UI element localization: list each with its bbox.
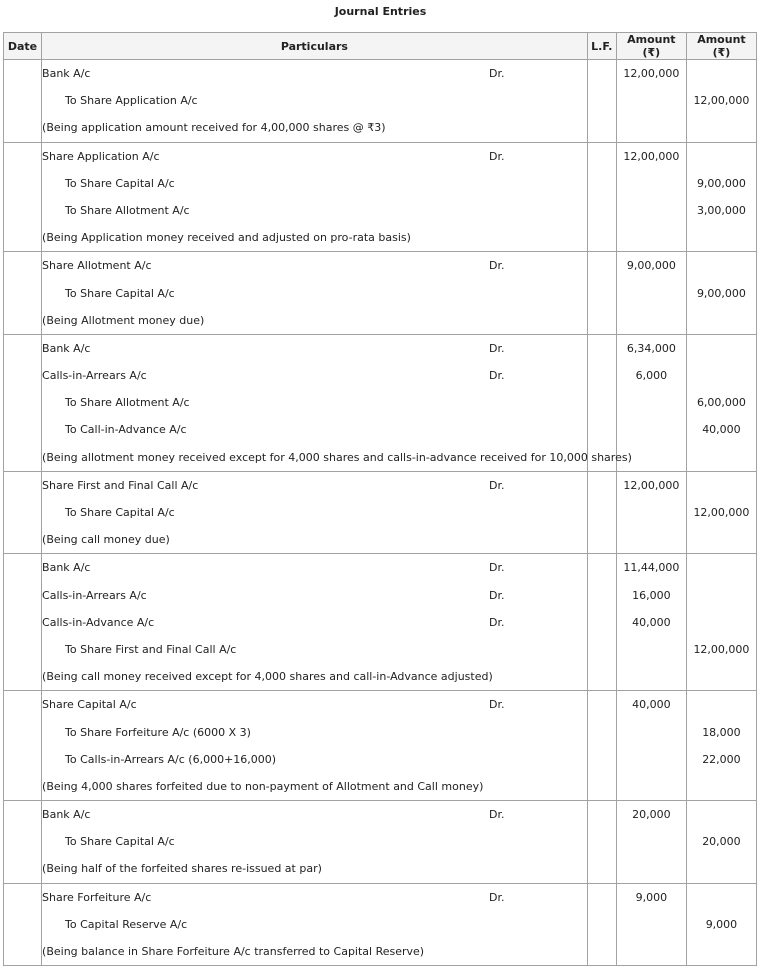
debit-amount bbox=[617, 197, 686, 224]
debit-amount bbox=[617, 746, 686, 773]
account-name: Share Allotment A/c bbox=[42, 259, 152, 273]
credit-account-line bbox=[42, 280, 587, 307]
credit-account-line bbox=[42, 828, 587, 855]
credit-amount: 9,000 bbox=[705, 917, 738, 931]
credit-amount bbox=[687, 691, 756, 718]
account-name: To Share Capital A/c bbox=[65, 176, 175, 190]
credit-amount bbox=[687, 362, 756, 389]
credit-amount: 9,00,000 bbox=[696, 286, 746, 300]
header-lf: L.F. bbox=[587, 33, 616, 60]
date-cell bbox=[4, 60, 42, 143]
particulars-cell bbox=[42, 554, 588, 691]
dr-marker: Dr. bbox=[489, 588, 505, 602]
header-date: Date bbox=[4, 33, 42, 60]
debit-amount: 20,000 bbox=[632, 808, 671, 822]
account-name: Calls-in-Arrears A/c bbox=[42, 369, 147, 383]
narration: (Being allotment money received except for 4,000 shares and calls-in-advance received for 10,000 shares) bbox=[42, 450, 632, 464]
credit-amount: 12,00,000 bbox=[693, 506, 750, 519]
header-row bbox=[4, 33, 757, 60]
debit-amount: 6,000 bbox=[635, 369, 668, 383]
narration: (Being half of the forfeited shares re-issued at par) bbox=[42, 862, 322, 876]
debit-cell bbox=[616, 142, 686, 252]
debit-account-line bbox=[42, 252, 587, 279]
credit-amount bbox=[687, 252, 756, 279]
debit-account-line bbox=[42, 60, 587, 87]
journal-entry-row bbox=[4, 691, 757, 801]
lf-cell bbox=[587, 471, 616, 554]
credit-amount: 12,00,000 bbox=[693, 94, 750, 108]
credit-cell bbox=[686, 334, 756, 471]
debit-amount: 11,44,000 bbox=[623, 561, 680, 575]
credit-amount: 20,000 bbox=[702, 835, 741, 849]
particulars-cell bbox=[42, 471, 588, 554]
debit-amount: 9,000 bbox=[635, 890, 668, 904]
narration: (Being balance in Share Forfeiture A/c transferred to Capital Reserve) bbox=[42, 945, 425, 958]
debit-cell bbox=[616, 883, 686, 966]
debit-account-line bbox=[42, 143, 587, 170]
narration: (Being application amount received for 4,00,000 shares @ ₹3) bbox=[42, 121, 386, 135]
debit-amount: 16,000 bbox=[632, 588, 671, 602]
debit-account-line bbox=[42, 582, 587, 609]
journal-entry-row bbox=[4, 252, 757, 335]
debit-amount: 12,00,000 bbox=[623, 149, 680, 163]
debit-amount: 9,00,000 bbox=[626, 259, 676, 273]
account-name: Bank A/c bbox=[42, 341, 91, 355]
credit-amount bbox=[687, 472, 756, 499]
particulars-cell bbox=[42, 334, 632, 471]
debit-cell bbox=[616, 471, 686, 554]
account-name: Bank A/c bbox=[42, 808, 91, 822]
debit-amount bbox=[617, 636, 686, 663]
account-name: Share Capital A/c bbox=[42, 698, 137, 712]
account-name: Bank A/c bbox=[42, 561, 91, 575]
account-name: To Capital Reserve A/c bbox=[65, 917, 188, 931]
dr-marker: Dr. bbox=[489, 67, 505, 80]
debit-amount bbox=[617, 87, 686, 114]
credit-cell bbox=[686, 554, 756, 691]
header-debit-amount: Amount (₹) bbox=[616, 33, 686, 60]
credit-amount: 18,000 bbox=[702, 725, 741, 739]
particulars-cell bbox=[42, 883, 588, 966]
journal-entry-row bbox=[4, 142, 757, 252]
account-name: To Share First and Final Call A/c bbox=[65, 642, 237, 656]
account-name: To Share Allotment A/c bbox=[65, 396, 190, 410]
account-name: Calls-in-Arrears A/c bbox=[42, 588, 147, 602]
credit-amount: 9,00,000 bbox=[696, 176, 746, 190]
debit-amount bbox=[617, 170, 686, 197]
journal-entry-row bbox=[4, 554, 757, 691]
debit-amount bbox=[617, 416, 686, 443]
page-title: Journal Entries bbox=[334, 5, 427, 18]
account-name: To Calls-in-Arrears A/c (6,000+16,000) bbox=[65, 752, 277, 766]
debit-amount bbox=[617, 828, 686, 855]
credit-amount bbox=[687, 582, 756, 609]
debit-amount: 12,00,000 bbox=[623, 67, 680, 80]
credit-account-line bbox=[42, 389, 587, 416]
credit-cell bbox=[686, 252, 756, 335]
lf-cell bbox=[587, 554, 616, 691]
dr-marker: Dr. bbox=[489, 369, 505, 383]
account-name: To Share Capital A/c bbox=[65, 286, 175, 300]
account-name: Share Application A/c bbox=[42, 149, 160, 163]
debit-cell bbox=[616, 554, 686, 691]
narration: (Being call money received except for 4,000 shares and call-in-Advance adjusted) bbox=[42, 670, 493, 684]
debit-amount: 40,000 bbox=[632, 698, 671, 712]
debit-account-line bbox=[42, 801, 587, 828]
credit-amount: 3,00,000 bbox=[696, 203, 746, 217]
account-name: To Call-in-Advance A/c bbox=[65, 423, 187, 437]
date-cell bbox=[4, 471, 42, 554]
credit-cell bbox=[686, 60, 756, 143]
credit-amount bbox=[687, 335, 756, 362]
debit-amount: 12,00,000 bbox=[623, 478, 680, 492]
credit-amount: 12,00,000 bbox=[693, 642, 750, 656]
narration: (Being Allotment money due) bbox=[42, 313, 205, 327]
debit-amount: 6,34,000 bbox=[626, 341, 676, 355]
credit-account-line bbox=[42, 499, 587, 526]
debit-amount bbox=[617, 719, 686, 746]
account-name: To Share Application A/c bbox=[65, 94, 198, 108]
debit-account-line bbox=[42, 554, 587, 581]
lf-cell bbox=[587, 691, 616, 801]
debit-cell bbox=[616, 801, 686, 884]
credit-cell bbox=[686, 142, 756, 252]
account-name: To Share Forfeiture A/c (6000 X 3) bbox=[65, 725, 251, 739]
credit-amount: 40,000 bbox=[702, 423, 741, 437]
credit-cell bbox=[686, 801, 756, 884]
lf-cell bbox=[587, 883, 616, 966]
debit-cell bbox=[616, 691, 686, 801]
credit-account-line bbox=[42, 911, 587, 938]
journal-table bbox=[3, 32, 757, 966]
debit-cell bbox=[616, 252, 686, 335]
credit-cell bbox=[686, 883, 756, 966]
header-credit-amount: Amount (₹) bbox=[686, 33, 756, 60]
particulars-cell bbox=[42, 252, 588, 335]
lf-cell bbox=[587, 252, 616, 335]
dr-marker: Dr. bbox=[489, 341, 505, 355]
dr-marker: Dr. bbox=[489, 698, 505, 712]
credit-account-line bbox=[42, 636, 587, 663]
date-cell bbox=[4, 334, 42, 471]
debit-account-line bbox=[42, 609, 587, 636]
date-cell bbox=[4, 252, 42, 335]
dr-marker: Dr. bbox=[489, 149, 505, 163]
credit-account-line bbox=[42, 719, 587, 746]
account-name: Share Forfeiture A/c bbox=[42, 890, 152, 904]
particulars-cell bbox=[42, 801, 588, 884]
credit-amount bbox=[687, 801, 756, 828]
header-particulars: Particulars bbox=[42, 33, 588, 60]
particulars-cell bbox=[42, 142, 588, 252]
lf-cell bbox=[587, 142, 616, 252]
date-cell bbox=[4, 142, 42, 252]
credit-account-line bbox=[42, 87, 587, 114]
debit-amount bbox=[617, 389, 686, 416]
account-name: Share First and Final Call A/c bbox=[42, 478, 199, 492]
debit-amount bbox=[617, 280, 686, 307]
account-name: To Share Allotment A/c bbox=[65, 203, 190, 217]
debit-amount bbox=[617, 911, 686, 938]
credit-amount bbox=[687, 554, 756, 581]
debit-account-line bbox=[42, 691, 587, 718]
credit-amount bbox=[687, 884, 756, 911]
debit-account-line bbox=[42, 472, 587, 499]
lf-cell bbox=[587, 60, 616, 143]
date-cell bbox=[4, 554, 42, 691]
credit-amount bbox=[687, 60, 756, 87]
journal-entry-row bbox=[4, 471, 757, 554]
credit-amount bbox=[687, 609, 756, 636]
narration: (Being call money due) bbox=[42, 533, 170, 547]
dr-marker: Dr. bbox=[489, 890, 505, 904]
account-name: To Share Capital A/c bbox=[65, 835, 175, 849]
credit-amount bbox=[687, 143, 756, 170]
debit-amount: 40,000 bbox=[632, 615, 671, 629]
credit-account-line bbox=[42, 170, 587, 197]
debit-amount bbox=[617, 499, 686, 526]
account-name: Calls-in-Advance A/c bbox=[42, 615, 155, 629]
debit-account-line bbox=[42, 884, 587, 911]
credit-amount: 22,000 bbox=[702, 752, 741, 766]
dr-marker: Dr. bbox=[489, 561, 505, 575]
account-name: Bank A/c bbox=[42, 67, 91, 80]
dr-marker: Dr. bbox=[489, 615, 505, 629]
debit-account-line bbox=[42, 335, 587, 362]
journal-entry-row bbox=[4, 801, 757, 884]
journal-entry-row bbox=[4, 60, 757, 143]
credit-account-line bbox=[42, 746, 587, 773]
particulars-cell bbox=[42, 691, 588, 801]
debit-cell bbox=[616, 60, 686, 143]
dr-marker: Dr. bbox=[489, 478, 505, 492]
credit-account-line bbox=[42, 197, 587, 224]
date-cell bbox=[4, 801, 42, 884]
dr-marker: Dr. bbox=[489, 259, 505, 273]
date-cell bbox=[4, 883, 42, 966]
lf-cell bbox=[587, 801, 616, 884]
credit-amount: 6,00,000 bbox=[696, 396, 746, 410]
journal-entry-row bbox=[4, 883, 757, 966]
date-cell bbox=[4, 691, 42, 801]
particulars-cell bbox=[42, 60, 588, 143]
dr-marker: Dr. bbox=[489, 808, 505, 822]
debit-account-line bbox=[42, 362, 587, 389]
credit-cell bbox=[686, 691, 756, 801]
account-name: To Share Capital A/c bbox=[65, 506, 175, 519]
credit-account-line bbox=[42, 416, 587, 443]
narration: (Being 4,000 shares forfeited due to non-payment of Allotment and Call money) bbox=[42, 779, 484, 793]
credit-cell bbox=[686, 471, 756, 554]
journal-entry-row bbox=[4, 334, 757, 471]
narration: (Being Application money received and adjusted on pro-rata basis) bbox=[42, 231, 411, 245]
